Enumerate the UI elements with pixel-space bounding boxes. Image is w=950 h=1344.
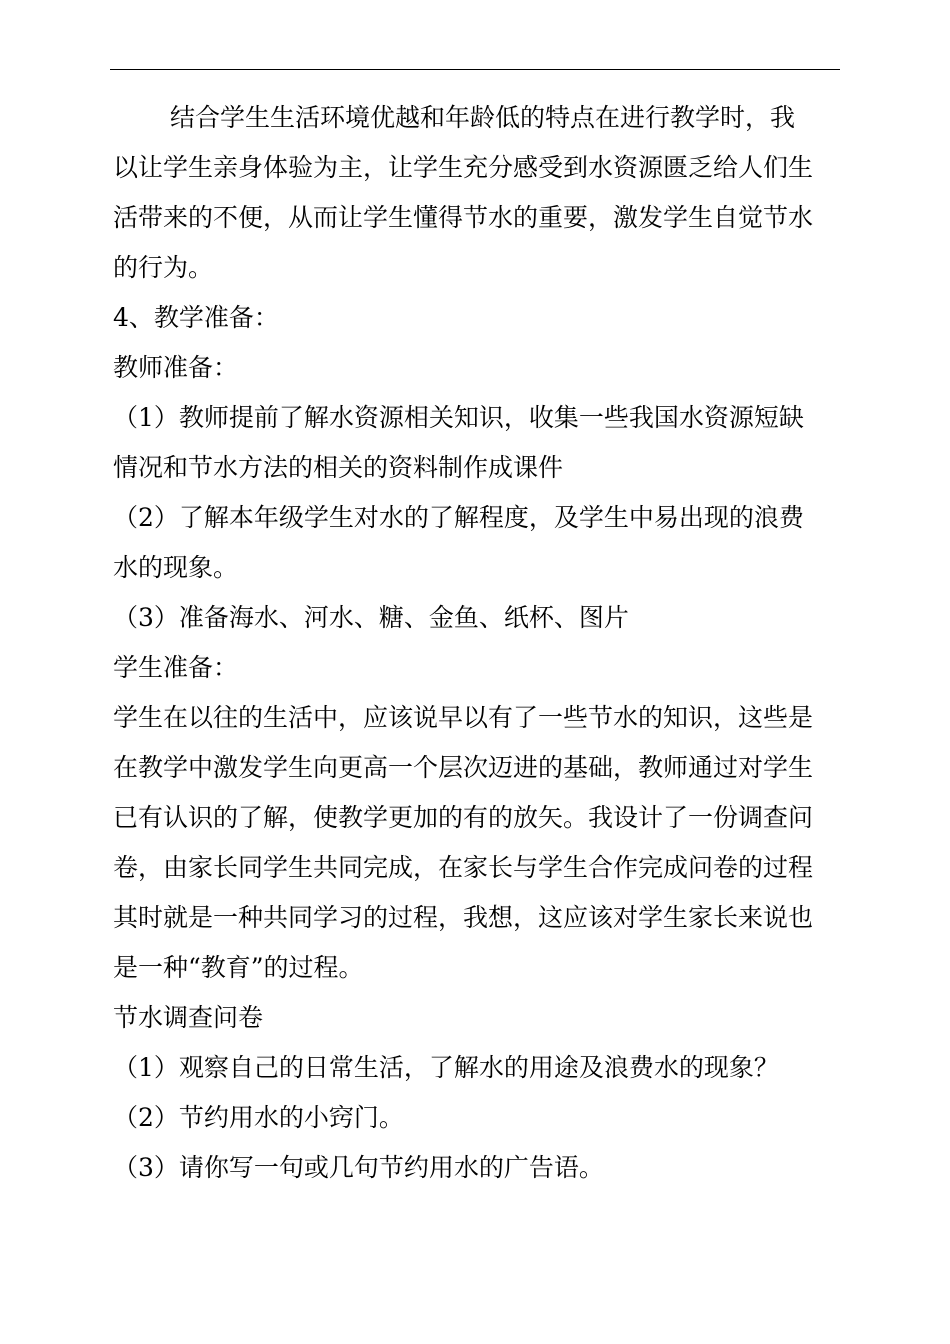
teacher-item: （3）准备海水、河水、糖、金鱼、纸杯、图片 [113,603,629,632]
survey-item: （1）观察自己的日常生活，了解水的用途及浪费水的现象？ [113,1053,779,1082]
section-heading: 4、教学准备： [113,303,279,332]
teacher-prep-heading: 教师准备： [113,353,239,382]
paragraph-line: 是一种“教育”的过程。 [113,953,364,982]
student-prep-heading: 学生准备： [113,653,239,682]
teacher-item: （1）教师提前了解水资源相关知识，收集一些我国水资源短缺 [113,403,804,432]
paragraph-line: 已有认识的了解，使教学更加的有的放矢。我设计了一份调查问 [113,803,814,832]
paragraph-line: 的行为。 [113,253,214,282]
paragraph-line: 活带来的不便，从而让学生懂得节水的重要，激发学生自觉节水 [113,203,814,232]
paragraph-line: 以让学生亲身体验为主，让学生充分感受到水资源匮乏给人们生 [113,153,814,182]
survey-item: （2）节约用水的小窍门。 [113,1103,404,1132]
paragraph-line: 其时就是一种共同学习的过程，我想，这应该对学生家长来说也 [113,903,814,932]
paragraph-line: 学生在以往的生活中，应该说早以有了一些节水的知识，这些是 [113,703,814,732]
teacher-item-continuation: 情况和节水方法的相关的资料制作成课件 [113,453,564,482]
teacher-item: （2）了解本年级学生对水的了解程度，及学生中易出现的浪费 [113,503,804,532]
paragraph-line: 在教学中激发学生向更高一个层次迈进的基础，教师通过对学生 [113,753,814,782]
survey-title: 节水调查问卷 [113,1003,264,1032]
survey-item: （3）请你写一句或几句节约用水的广告语。 [113,1153,604,1182]
header-rule [110,69,840,70]
paragraph-line: 结合学生生活环境优越和年龄低的特点在进行教学时，我 [170,103,796,132]
paragraph-line: 卷，由家长同学生共同完成，在家长与学生合作完成问卷的过程 [113,853,814,882]
teacher-item-continuation: 水的现象。 [113,553,239,582]
